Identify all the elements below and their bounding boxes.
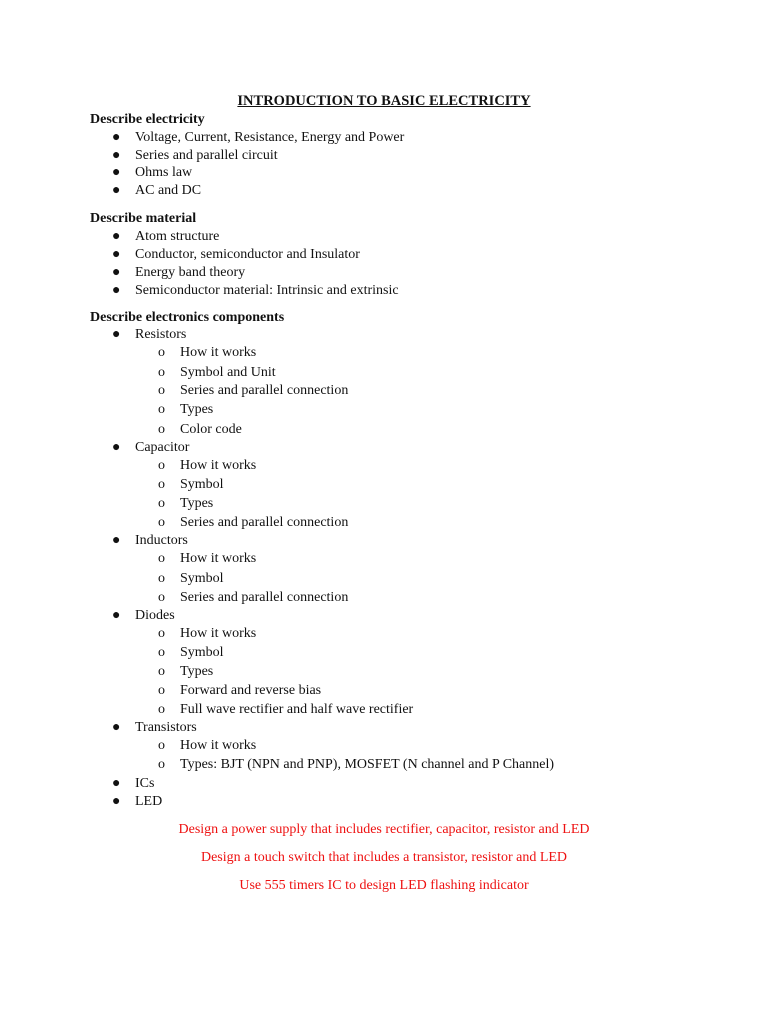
bullet-label: Inductors bbox=[135, 533, 188, 548]
bullet-label: AC and DC bbox=[135, 183, 202, 198]
bullet-icon: ● bbox=[112, 794, 121, 809]
circle-bullet-icon: o bbox=[158, 402, 165, 417]
circle-bullet-icon: o bbox=[158, 477, 165, 492]
sub-item-label: Types: BJT (NPN and PNP), MOSFET (N channel and P Channel) bbox=[180, 757, 555, 772]
circle-bullet-icon: o bbox=[158, 458, 165, 473]
circle-bullet-icon: o bbox=[158, 757, 165, 772]
design-task: Design a touch switch that includes a transistor, resistor and LED bbox=[200, 850, 568, 865]
sub-item-label: Types bbox=[180, 664, 214, 679]
sub-item-label: Series and parallel connection bbox=[180, 590, 349, 605]
bullet-icon: ● bbox=[112, 720, 121, 735]
bullet-label: Voltage, Current, Resistance, Energy and Power bbox=[135, 130, 405, 145]
sub-item-label: Symbol and Unit bbox=[180, 365, 276, 380]
document-title: INTRODUCTION TO BASIC ELECTRICITY bbox=[237, 93, 531, 109]
sub-item-label: How it works bbox=[180, 551, 257, 566]
bullet-icon: ● bbox=[112, 327, 121, 342]
circle-bullet-icon: o bbox=[158, 365, 165, 380]
sub-item-label: Series and parallel connection bbox=[180, 515, 349, 530]
bullet-label: Transistors bbox=[135, 720, 197, 735]
bullet-icon: ● bbox=[112, 183, 121, 198]
sub-item-label: Series and parallel connection bbox=[180, 383, 349, 398]
bullet-label: Series and parallel circuit bbox=[135, 148, 278, 163]
circle-bullet-icon: o bbox=[158, 515, 165, 530]
circle-bullet-icon: o bbox=[158, 345, 165, 360]
bullet-label: Diodes bbox=[135, 608, 175, 623]
sub-item-label: How it works bbox=[180, 345, 257, 360]
circle-bullet-icon: o bbox=[158, 383, 165, 398]
bullet-icon: ● bbox=[112, 283, 121, 298]
bullet-icon: ● bbox=[112, 440, 121, 455]
sub-item-label: Types bbox=[180, 402, 214, 417]
design-task: Design a power supply that includes rectifier, capacitor, resistor and LED bbox=[178, 822, 590, 837]
sub-item-label: Symbol bbox=[180, 571, 224, 586]
bullet-label: LED bbox=[135, 794, 163, 809]
section-heading: Describe electronics components bbox=[90, 310, 285, 325]
sub-item-label: Forward and reverse bias bbox=[180, 683, 322, 698]
bullet-label: ICs bbox=[135, 776, 155, 791]
bullet-label: Capacitor bbox=[135, 440, 190, 455]
circle-bullet-icon: o bbox=[158, 702, 165, 717]
sub-item-label: Full wave rectifier and half wave rectifier bbox=[180, 702, 414, 717]
section-heading: Describe electricity bbox=[90, 112, 205, 127]
circle-bullet-icon: o bbox=[158, 422, 165, 437]
circle-bullet-icon: o bbox=[158, 496, 165, 511]
sub-item-label: Types bbox=[180, 496, 214, 511]
sub-item-label: Symbol bbox=[180, 477, 224, 492]
bullet-icon: ● bbox=[112, 148, 121, 163]
bullet-label: Ohms law bbox=[135, 165, 193, 180]
circle-bullet-icon: o bbox=[158, 738, 165, 753]
circle-bullet-icon: o bbox=[158, 571, 165, 586]
bullet-label: Atom structure bbox=[135, 229, 220, 244]
sub-item-label: How it works bbox=[180, 738, 257, 753]
bullet-icon: ● bbox=[112, 533, 121, 548]
circle-bullet-icon: o bbox=[158, 551, 165, 566]
bullet-label: Conductor, semiconductor and Insulator bbox=[135, 247, 360, 262]
bullet-icon: ● bbox=[112, 165, 121, 180]
bullet-label: Resistors bbox=[135, 327, 187, 342]
circle-bullet-icon: o bbox=[158, 664, 165, 679]
bullet-label: Energy band theory bbox=[135, 265, 246, 280]
section-heading: Describe material bbox=[90, 211, 197, 226]
bullet-icon: ● bbox=[112, 247, 121, 262]
bullet-icon: ● bbox=[112, 776, 121, 791]
bullet-label: Semiconductor material: Intrinsic and extrinsic bbox=[135, 283, 399, 298]
circle-bullet-icon: o bbox=[158, 590, 165, 605]
circle-bullet-icon: o bbox=[158, 645, 165, 660]
sub-item-label: Color code bbox=[180, 422, 242, 437]
sub-item-label: Symbol bbox=[180, 645, 224, 660]
sub-item-label: How it works bbox=[180, 458, 257, 473]
bullet-icon: ● bbox=[112, 229, 121, 244]
sub-item-label: How it works bbox=[180, 626, 257, 641]
bullet-icon: ● bbox=[112, 265, 121, 280]
circle-bullet-icon: o bbox=[158, 626, 165, 641]
bullet-icon: ● bbox=[112, 130, 121, 145]
circle-bullet-icon: o bbox=[158, 683, 165, 698]
bullet-icon: ● bbox=[112, 608, 121, 623]
design-task: Use 555 timers IC to design LED flashing indicator bbox=[239, 878, 529, 893]
